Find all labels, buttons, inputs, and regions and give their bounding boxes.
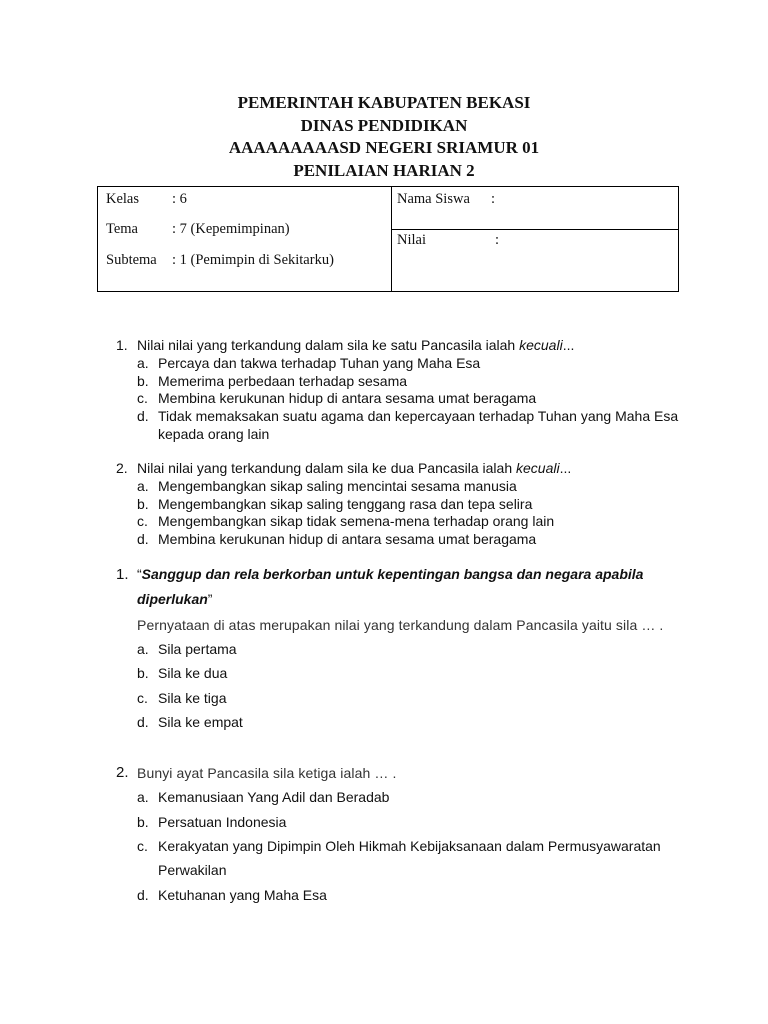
option-text: Persatuan Indonesia	[158, 814, 287, 830]
nilai-colon: :	[495, 232, 500, 248]
option-letter: d.	[137, 887, 149, 903]
option-text: Sila ke tiga	[158, 690, 227, 706]
question-text	[137, 337, 574, 353]
class-info-cell	[98, 187, 392, 291]
question-text: Bunyi ayat Pancasila sila ketiga ialah … .	[137, 765, 397, 781]
kelas-value: : 6	[172, 191, 187, 207]
quote-text-1: Sanggup dan rela berkorban untuk kepentingan bangsa dan negara apabila	[141, 566, 644, 582]
question-number: 2.	[116, 460, 128, 476]
option-letter: a.	[137, 641, 149, 657]
question-emphasis: kecuali	[519, 337, 563, 353]
option-c-continuation: Perwakilan	[158, 862, 227, 878]
tema-value: : 7 (Kepemimpinan)	[172, 221, 290, 237]
kelas-label: Kelas	[106, 191, 140, 207]
option-text: Mengembangkan sikap saling tenggang rasa dan tepa selira	[158, 496, 533, 512]
subtema-value: : 1 (Pemimpin di Sekitarku)	[172, 252, 334, 268]
quote-close: ”	[207, 591, 213, 607]
question-ellipsis: ...	[562, 337, 575, 353]
subtema-label: Subtema	[106, 252, 157, 268]
option-text: Memerima perbedaan terhadap sesama	[158, 373, 408, 389]
option-letter: b.	[137, 814, 149, 830]
option-text: Mengembangkan sikap tidak semena-mena terhadap orang lain	[158, 513, 555, 529]
option-letter: b.	[137, 496, 149, 512]
option-letter: d.	[137, 408, 149, 424]
quote-text-2: diperlukan	[137, 591, 208, 607]
question-text	[137, 460, 571, 476]
option-letter: d.	[137, 714, 149, 730]
header-government: PEMERINTAH KABUPATEN BEKASI	[237, 93, 531, 112]
option-letter: b.	[137, 373, 149, 389]
option-letter: a.	[137, 478, 149, 494]
question-ellipsis: ...	[559, 460, 572, 476]
option-letter: c.	[137, 690, 148, 706]
document-header	[0, 92, 768, 182]
nama-siswa-label: Nama Siswa	[397, 191, 470, 207]
quote-line-2	[137, 591, 212, 607]
question-stem: Nilai nilai yang terkandung dalam sila ke dua Pancasila ialah	[137, 460, 517, 476]
quote-open: “	[137, 566, 142, 582]
option-d-continuation: kepada orang lain	[158, 426, 270, 442]
question-number: 1.	[116, 337, 128, 353]
option-text: Membina kerukunan hidup di antara sesama umat beragama	[158, 531, 537, 547]
option-letter: c.	[137, 838, 148, 854]
option-text: Sila ke dua	[158, 665, 228, 681]
question-statement: Pernyataan di atas merupakan nilai yang terkandung dalam Pancasila yaitu sila … .	[137, 617, 664, 633]
header-assessment-title: PENILAIAN HARIAN 2	[293, 160, 475, 180]
option-text: Tidak memaksakan suatu agama dan kepercayaan terhadap Tuhan yang Maha Esa	[158, 408, 679, 424]
question-stem: Nilai nilai yang terkandung dalam sila ke satu Pancasila ialah	[137, 337, 520, 353]
cell-divider	[391, 229, 678, 230]
option-text: Percaya dan takwa terhadap Tuhan yang Maha Esa	[158, 355, 481, 371]
option-letter: d.	[137, 531, 149, 547]
student-info-table	[97, 186, 679, 292]
option-text: Sila pertama	[158, 641, 237, 657]
option-text: Mengembangkan sikap saling mencintai sesama manusia	[158, 478, 517, 494]
option-text: Kemanusiaan Yang Adil dan Beradab	[158, 789, 390, 805]
option-letter: c.	[137, 390, 148, 406]
option-letter: b.	[137, 665, 149, 681]
header-department: DINAS PENDIDIKAN	[300, 115, 468, 135]
option-letter: a.	[137, 355, 149, 371]
nilai-label: Nilai	[397, 232, 426, 248]
option-text: Ketuhanan yang Maha Esa	[158, 887, 327, 903]
tema-label: Tema	[106, 221, 138, 237]
question-number: 1.	[116, 566, 129, 583]
option-letter: a.	[137, 789, 149, 805]
student-name-cell	[391, 187, 678, 291]
option-text: Kerakyatan yang Dipimpin Oleh Hikmah Kebijaksanaan dalam Permusyawaratan	[158, 838, 661, 854]
nama-siswa-colon: :	[491, 191, 496, 207]
option-text: Sila ke empat	[158, 714, 243, 730]
quote-line-1	[137, 566, 643, 582]
question-number: 2.	[116, 764, 129, 781]
option-text: Membina kerukunan hidup di antara sesama umat beragama	[158, 390, 537, 406]
header-school: AAAAAAAAASD NEGERI SRIAMUR 01	[228, 138, 540, 157]
option-letter: c.	[137, 513, 148, 529]
question-emphasis: kecuali	[516, 460, 560, 476]
